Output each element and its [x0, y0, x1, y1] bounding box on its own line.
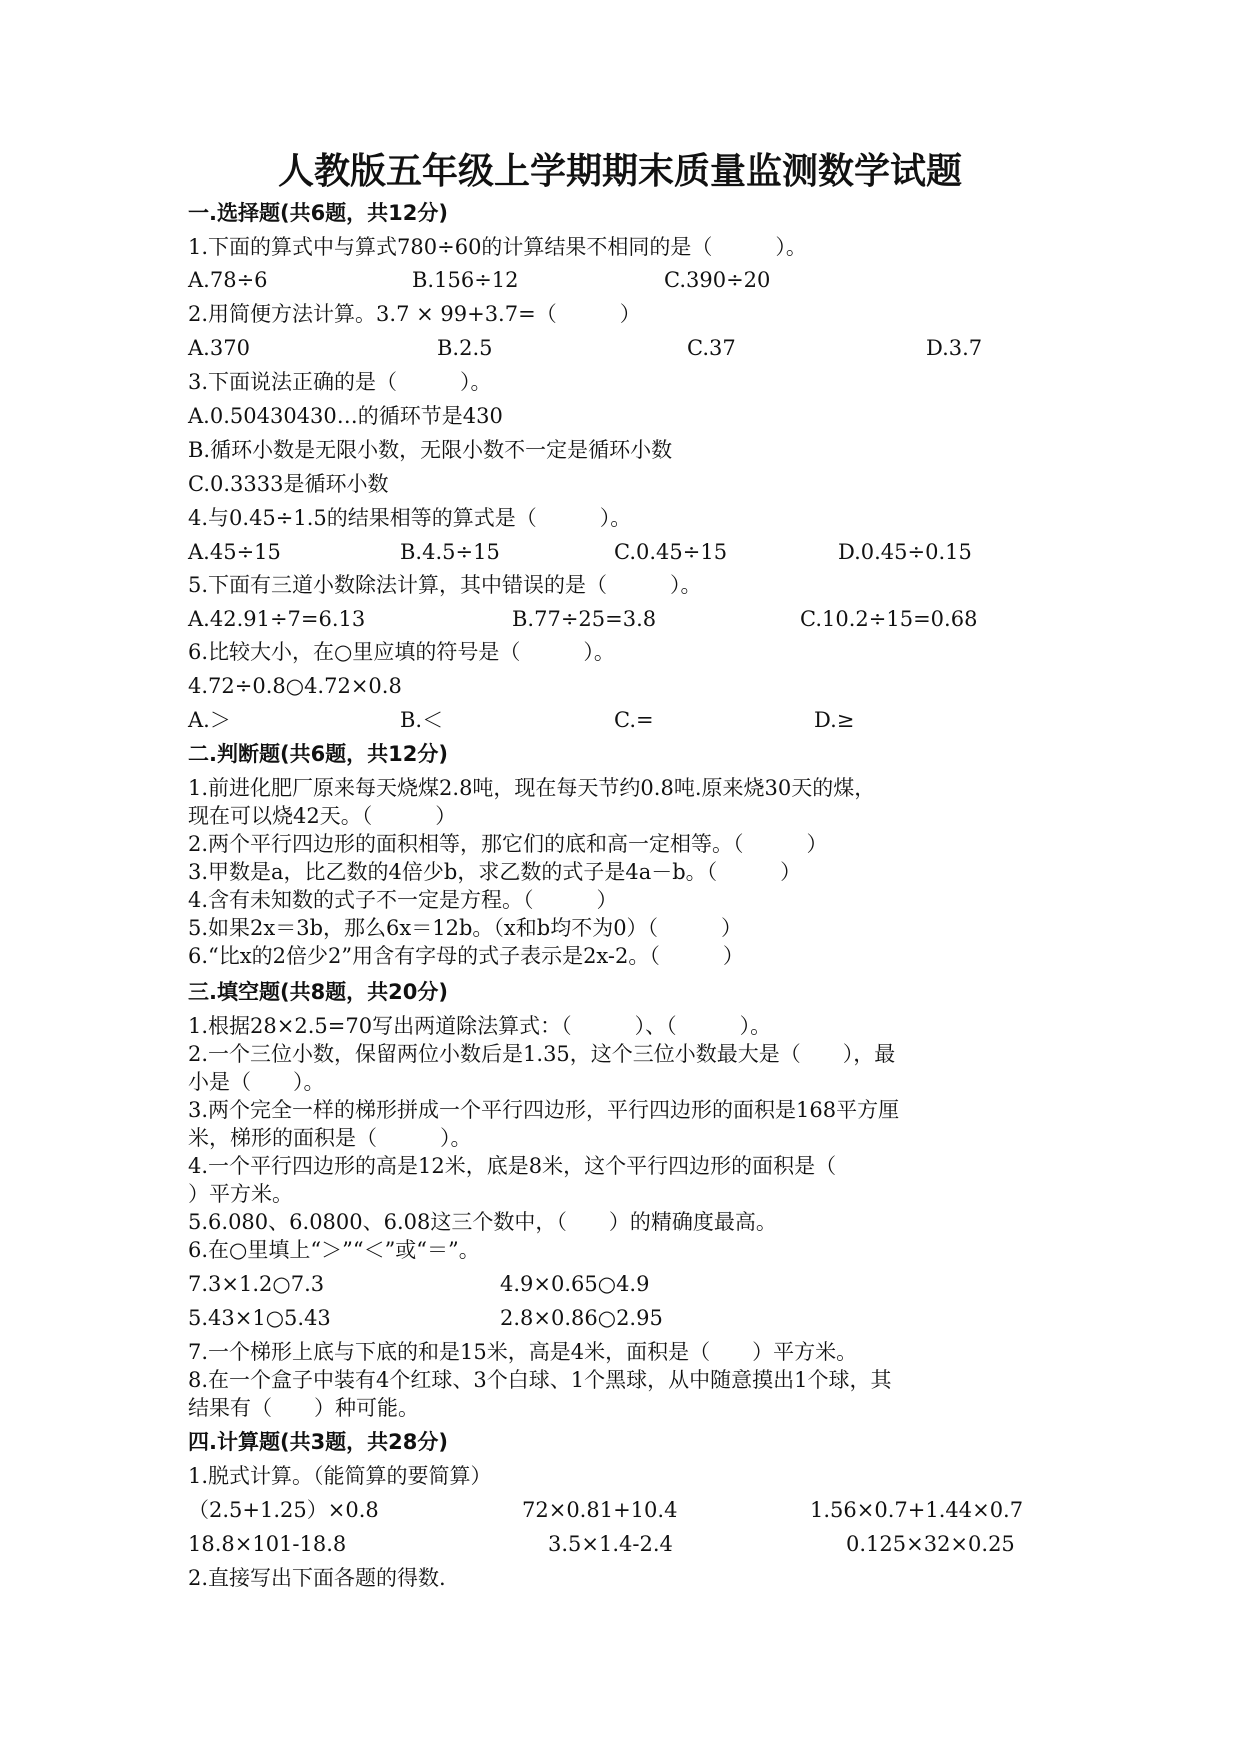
comparison-item: 4.9×0.65○4.9 [500, 1272, 650, 1296]
question-text: 3.甲数是a，比乙数的4倍少b，求乙数的式子是4a－b。（ ） [188, 860, 802, 884]
question-text-cont: 现在可以烧42天。（ ） [188, 804, 457, 828]
question-text: 4.一个平行四边形的高是12米，底是8米，这个平行四边形的面积是（ [188, 1154, 837, 1178]
option-c: C.0.45÷15 [614, 540, 728, 564]
option-d: D.0.45÷0.15 [838, 540, 972, 564]
option-a: A.45÷15 [188, 540, 281, 564]
question-text: 1.下面的算式中与算式780÷60的计算结果不相同的是（ ）。 [188, 235, 807, 259]
option-b: B.4.5÷15 [400, 540, 500, 564]
question-text: 6.“比x的2倍少2”用含有字母的式子表示是2x-2。（ ） [188, 944, 744, 968]
option-b: B.77÷25=3.8 [512, 607, 657, 631]
question-text: 4.含有未知数的式子不一定是方程。（ ） [188, 888, 618, 912]
calc-expression: 0.125×32×0.25 [846, 1532, 1015, 1556]
option-d: D.≥ [814, 708, 855, 732]
question-text: 5.6.080、6.0800、6.08这三个数中，（ ）的精确度最高。 [188, 1210, 777, 1234]
page-title: 人教版五年级上学期期末质量监测数学试题 [277, 151, 962, 192]
question-text-cont: ）平方米。 [188, 1182, 293, 1206]
calc-expression: （2.5+1.25）×0.8 [188, 1498, 379, 1522]
option-a: A.78÷6 [188, 268, 268, 292]
calc-expression: 3.5×1.4-2.4 [548, 1532, 673, 1556]
section-header-judgement: 二.判断题(共6题，共12分) [188, 742, 449, 766]
question-text: 1.前进化肥厂原来每天烧煤2.8吨，现在每天节约0.8吨.原来烧30天的煤， [188, 776, 876, 800]
question-text: 2.一个三位小数，保留两位小数后是1.35，这个三位小数最大是（ ），最 [188, 1042, 896, 1066]
question-text: 2.用简便方法计算。3.7 × 99+3.7=（ ） [188, 302, 641, 326]
question-text: 3.下面说法正确的是（ ）。 [188, 370, 492, 394]
question-text: 7.一个梯形上底与下底的和是15米，高是4米，面积是（ ）平方米。 [188, 1340, 858, 1364]
question-text: 4.与0.45÷1.5的结果相等的算式是（ ）。 [188, 506, 632, 530]
calc-expression: 72×0.81+10.4 [522, 1498, 678, 1522]
question-text: 6.比较大小，在○里应填的符号是（ ）。 [188, 640, 615, 664]
question-text: 5.如果2x＝3b，那么6x＝12b。（x和b均不为0）（ ） [188, 916, 743, 940]
option-a: A.＞ [188, 708, 231, 732]
question-text: 2.直接写出下面各题的得数. [188, 1566, 446, 1590]
option-b: B.156÷12 [412, 268, 519, 292]
option-b: B.循环小数是无限小数，无限小数不一定是循环小数 [188, 438, 673, 462]
question-text-cont: 小是（ ）。 [188, 1070, 325, 1094]
question-text: 1.根据28×2.5=70写出两道除法算式：（ ）、（ ）。 [188, 1014, 772, 1038]
question-text: 3.两个完全一样的梯形拼成一个平行四边形，平行四边形的面积是168平方厘 [188, 1098, 900, 1122]
question-text: 6.在○里填上“＞”“＜”或“＝”。 [188, 1238, 480, 1262]
question-text: 5.下面有三道小数除法计算，其中错误的是（ ）。 [188, 573, 702, 597]
question-text-cont: 米，梯形的面积是（ ）。 [188, 1126, 472, 1150]
question-text: 1.脱式计算。（能简算的要简算） [188, 1464, 492, 1488]
comparison-item: 7.3×1.2○7.3 [188, 1272, 325, 1296]
option-a: A.42.91÷7=6.13 [188, 607, 366, 631]
question-text: 2.两个平行四边形的面积相等，那它们的底和高一定相等。（ ） [188, 832, 828, 856]
option-d: D.3.7 [926, 336, 983, 360]
comparison-item: 2.8×0.86○2.95 [500, 1306, 663, 1330]
question-text-cont: 结果有（ ）种可能。 [188, 1396, 419, 1420]
option-a: A.370 [188, 336, 250, 360]
section-header-choice: 一.选择题(共6题，共12分) [188, 201, 449, 225]
comparison-expression: 4.72÷0.8○4.72×0.8 [188, 674, 402, 698]
option-c: C.10.2÷15=0.68 [800, 607, 978, 631]
question-text: 8.在一个盒子中装有4个红球、3个白球、1个黑球，从中随意摸出1个球，其 [188, 1368, 892, 1392]
option-c: C.37 [687, 336, 736, 360]
calc-expression: 18.8×101-18.8 [188, 1532, 347, 1556]
calc-expression: 1.56×0.7+1.44×0.7 [810, 1498, 1024, 1522]
comparison-item: 5.43×1○5.43 [188, 1306, 331, 1330]
option-b: B.＜ [400, 708, 444, 732]
section-header-calculation: 四.计算题(共3题，共28分) [188, 1430, 449, 1454]
option-c: C.390÷20 [664, 268, 771, 292]
option-c: C.0.3333是循环小数 [188, 472, 389, 496]
option-c: C.= [614, 708, 654, 732]
section-header-fill-blank: 三.填空题(共8题，共20分) [188, 980, 449, 1004]
option-b: B.2.5 [437, 336, 493, 360]
option-a: A.0.50430430…的循环节是430 [188, 404, 503, 428]
